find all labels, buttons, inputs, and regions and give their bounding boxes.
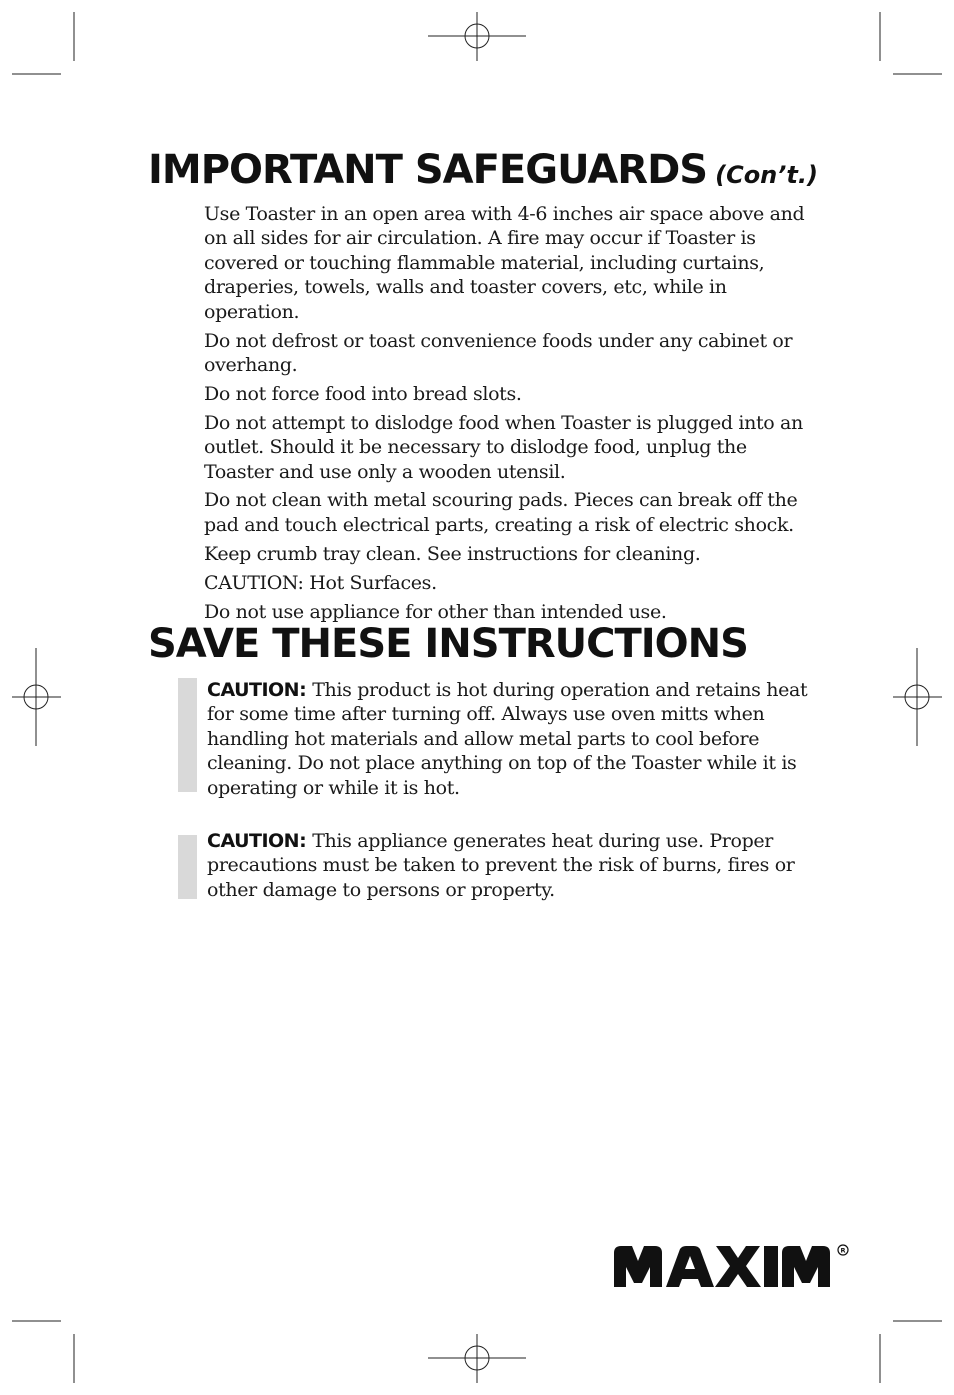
caution-label: CAUTION: bbox=[207, 830, 307, 852]
safeguards-heading bbox=[148, 147, 818, 193]
maxim-wordmark bbox=[614, 1246, 830, 1287]
caution-bar bbox=[178, 835, 197, 899]
safeguard-item: Use Toaster in an open area with 4-6 inches air space above and on all sides for air circulation. A fire may occur if Toaster is covered or touching flammable material, including curtains, draperies, towels, walls and toaster covers, etc, while in operation. bbox=[204, 203, 805, 323]
caution-note bbox=[178, 829, 818, 902]
maxim-logo bbox=[612, 1243, 852, 1291]
safeguards-list bbox=[204, 202, 814, 629]
safeguard-item: CAUTION: Hot Surfaces. bbox=[204, 571, 437, 594]
save-instructions-heading: SAVE THESE INSTRUCTIONS bbox=[148, 621, 748, 667]
caution-body: This product is hot during operation and retains heat for some time after turning off. Always use oven mitts when handling hot materials and allow metal parts to cool before cleaning. Do not place anything on top of the Toaster while it is operating or while it is hot. bbox=[207, 679, 808, 799]
safeguard-item: Do not clean with metal scouring pads. Pieces can break off the pad and touch electrical parts, creating a risk of electric shock. bbox=[204, 489, 798, 536]
caution-body: This appliance generates heat during use. Proper precautions must be taken to prevent the risk of burns, fires or other damage to persons or property. bbox=[207, 830, 795, 901]
caution-note bbox=[178, 678, 818, 800]
registered-mark: R bbox=[840, 1246, 846, 1255]
caution-bar bbox=[178, 678, 197, 792]
safeguard-item: Keep crumb tray clean. See instructions for cleaning. bbox=[204, 542, 701, 565]
caution-text bbox=[207, 829, 818, 902]
safeguards-heading-suffix: (Con’t.) bbox=[715, 161, 818, 189]
safeguard-item: Do not attempt to dislodge food when Toaster is plugged into an outlet. Should it be necessary to dislodge food, unplug the Toaster and use only a wooden utensil. bbox=[204, 411, 803, 483]
safeguards-heading-title: IMPORTANT SAFEGUARDS bbox=[148, 147, 708, 193]
caution-text bbox=[207, 678, 818, 800]
safeguard-item: Do not force food into bread slots. bbox=[204, 382, 522, 405]
safeguard-item: Do not use appliance for other than intended use. bbox=[204, 600, 667, 623]
caution-label: CAUTION: bbox=[207, 679, 307, 701]
safeguard-item: Do not defrost or toast convenience foods under any cabinet or overhang. bbox=[204, 329, 793, 376]
